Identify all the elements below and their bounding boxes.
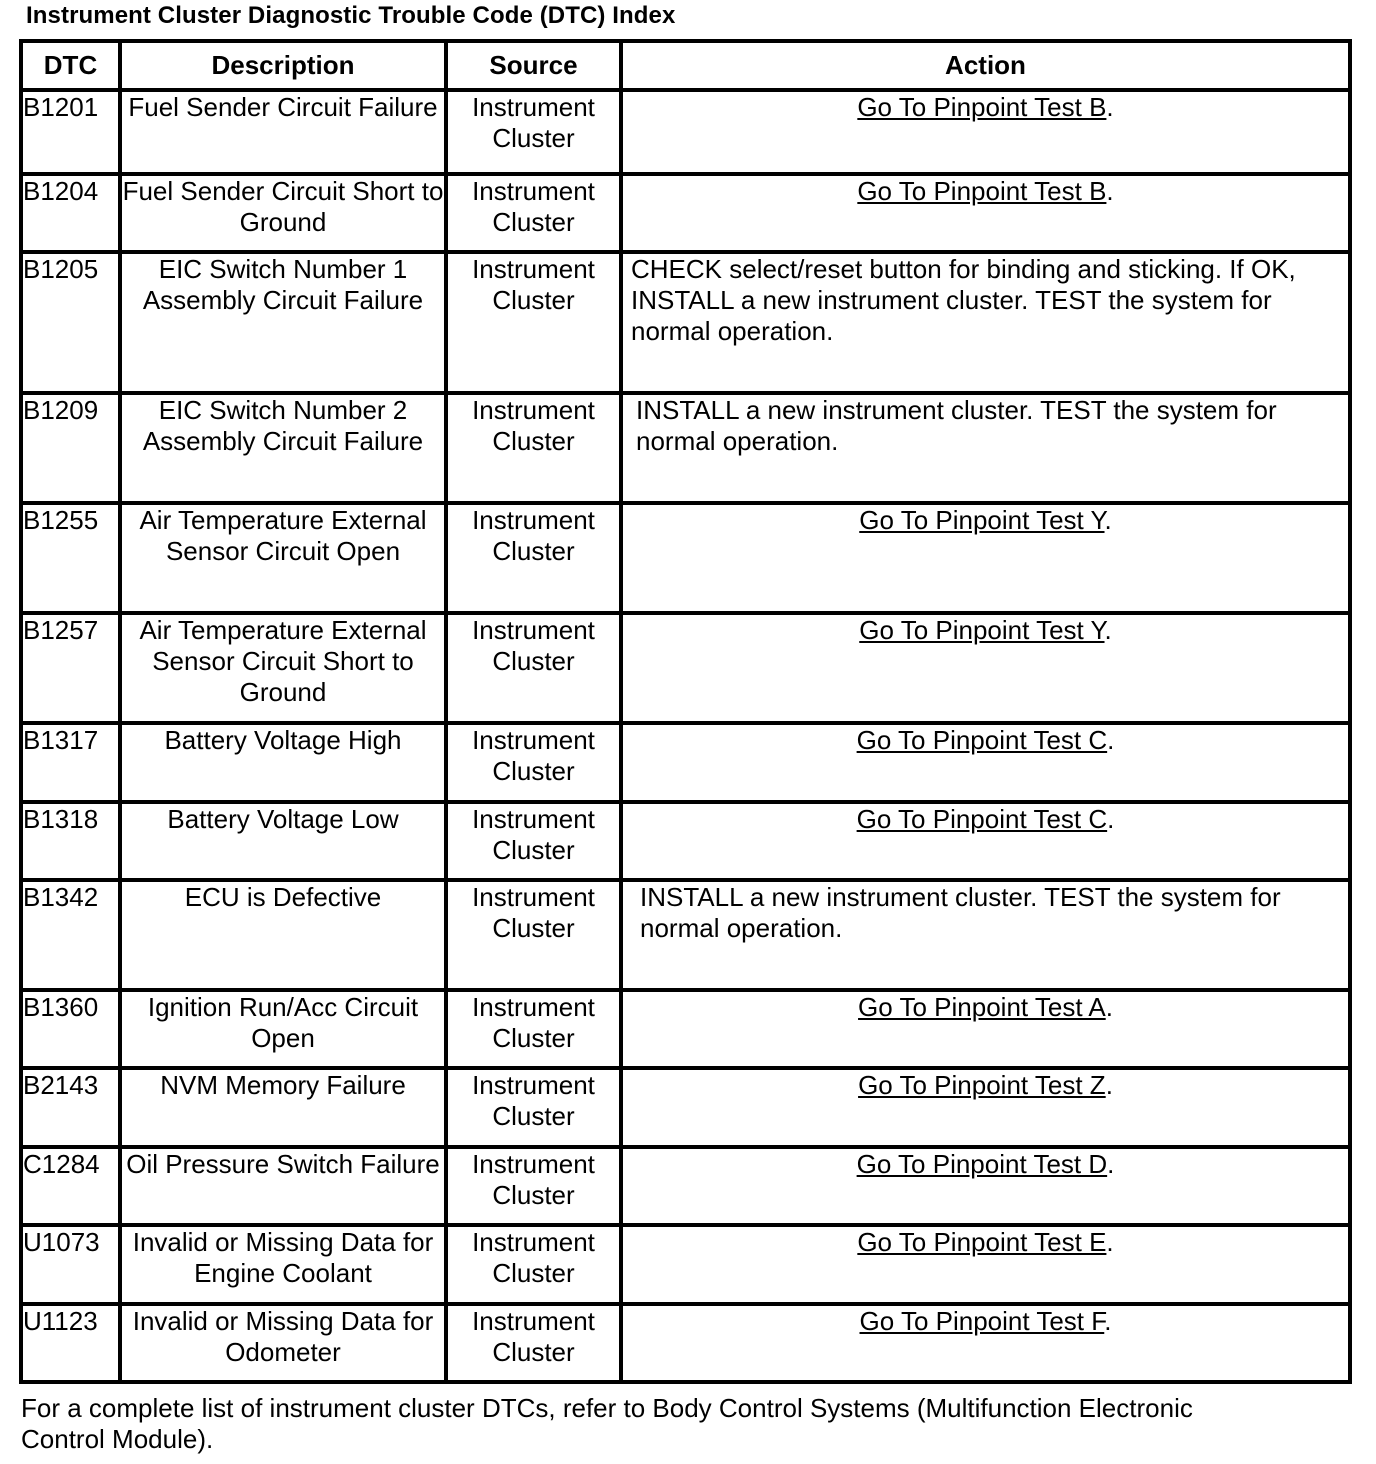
header-source: Source: [446, 41, 621, 90]
action-suffix: .: [1106, 92, 1114, 122]
action-suffix: .: [1107, 1149, 1115, 1179]
pinpoint-test-link[interactable]: Go To Pinpoint Test D: [856, 1149, 1108, 1179]
page-title: Instrument Cluster Diagnostic Trouble Code (DTC) Index: [26, 2, 676, 29]
dtc-description: Fuel Sender Circuit Short to Ground: [120, 174, 446, 252]
pinpoint-test-link[interactable]: Go To Pinpoint Test C: [856, 725, 1108, 755]
action-suffix: .: [1104, 505, 1112, 535]
dtc-description: Invalid or Missing Data for Engine Coolant: [120, 1225, 446, 1304]
action-suffix: .: [1105, 1070, 1113, 1100]
dtc-source: Instrument Cluster: [446, 90, 621, 174]
dtc-source: Instrument Cluster: [446, 880, 621, 990]
table-header-row: [21, 41, 1350, 90]
table-row: [21, 1225, 1350, 1304]
dtc-code: B1205: [21, 252, 120, 393]
dtc-code: B1209: [21, 393, 120, 503]
pinpoint-test-link[interactable]: Go To Pinpoint Test A: [858, 992, 1106, 1022]
dtc-description: Ignition Run/Acc Circuit Open: [120, 990, 446, 1068]
dtc-code: U1073: [21, 1225, 120, 1304]
dtc-description: Air Temperature External Sensor Circuit Short to Ground: [120, 613, 446, 723]
table-row: [21, 252, 1350, 393]
dtc-description: Battery Voltage High: [120, 723, 446, 802]
action-suffix: .: [1104, 615, 1112, 645]
dtc-action: CHECK select/reset button for binding and sticking. If OK, INSTALL a new instrument cluster. TEST the system for normal operation.: [621, 252, 1350, 393]
dtc-source: Instrument Cluster: [446, 1147, 621, 1225]
dtc-description: Fuel Sender Circuit Failure: [120, 90, 446, 174]
pinpoint-test-link[interactable]: Go To Pinpoint Test Z: [858, 1070, 1106, 1100]
dtc-description: ECU is Defective: [120, 880, 446, 990]
dtc-code: U1123: [21, 1304, 120, 1382]
table-row: [21, 393, 1350, 503]
dtc-code: B1204: [21, 174, 120, 252]
table-row: [21, 802, 1350, 880]
dtc-code: B1257: [21, 613, 120, 723]
dtc-code: B1255: [21, 503, 120, 613]
dtc-action: [621, 1304, 1350, 1382]
header-action: Action: [621, 41, 1350, 90]
dtc-code: B1318: [21, 802, 120, 880]
pinpoint-test-link[interactable]: Go To Pinpoint Test Y: [859, 615, 1105, 645]
table-row: [21, 503, 1350, 613]
pinpoint-test-link[interactable]: Go To Pinpoint Test Y: [859, 505, 1105, 535]
dtc-source: Instrument Cluster: [446, 1225, 621, 1304]
footer-note: For a complete list of instrument cluster DTCs, refer to Body Control Systems (Multifunction Electronic Control Module).: [21, 1393, 1193, 1454]
dtc-source: Instrument Cluster: [446, 252, 621, 393]
dtc-description: NVM Memory Failure: [120, 1068, 446, 1147]
dtc-code: B1201: [21, 90, 120, 174]
dtc-code: B1342: [21, 880, 120, 990]
dtc-source: Instrument Cluster: [446, 1304, 621, 1382]
dtc-action: [621, 1068, 1350, 1147]
pinpoint-test-link[interactable]: Go To Pinpoint Test E: [857, 1227, 1107, 1257]
table-row: [21, 723, 1350, 802]
dtc-source: Instrument Cluster: [446, 393, 621, 503]
dtc-source: Instrument Cluster: [446, 1068, 621, 1147]
action-suffix: .: [1106, 176, 1114, 206]
table-row: [21, 1304, 1350, 1382]
action-suffix: .: [1105, 992, 1113, 1022]
table-row: [21, 613, 1350, 723]
dtc-description: EIC Switch Number 2 Assembly Circuit Failure: [120, 393, 446, 503]
dtc-source: Instrument Cluster: [446, 802, 621, 880]
dtc-code: C1284: [21, 1147, 120, 1225]
dtc-action: [621, 990, 1350, 1068]
pinpoint-test-link[interactable]: Go To Pinpoint Test B: [857, 92, 1107, 122]
dtc-action: [621, 90, 1350, 174]
dtc-source: Instrument Cluster: [446, 503, 621, 613]
dtc-action: [621, 503, 1350, 613]
dtc-code: B1360: [21, 990, 120, 1068]
pinpoint-test-link[interactable]: Go To Pinpoint Test C: [856, 804, 1108, 834]
dtc-code: B2143: [21, 1068, 120, 1147]
header-dtc: DTC: [21, 41, 120, 90]
dtc-source: Instrument Cluster: [446, 613, 621, 723]
table-row: [21, 1147, 1350, 1225]
dtc-description: EIC Switch Number 1 Assembly Circuit Failure: [120, 252, 446, 393]
dtc-code: B1317: [21, 723, 120, 802]
table-row: [21, 1068, 1350, 1147]
dtc-table: [19, 39, 1352, 1384]
header-description: Description: [120, 41, 446, 90]
dtc-source: Instrument Cluster: [446, 174, 621, 252]
pinpoint-test-link[interactable]: Go To Pinpoint Test B: [857, 176, 1107, 206]
dtc-action: INSTALL a new instrument cluster. TEST the system for normal operation.: [621, 393, 1350, 503]
action-suffix: .: [1106, 1227, 1114, 1257]
dtc-description: Air Temperature External Sensor Circuit Open: [120, 503, 446, 613]
action-suffix: .: [1104, 1306, 1112, 1336]
dtc-description: Oil Pressure Switch Failure: [120, 1147, 446, 1225]
action-suffix: .: [1107, 804, 1115, 834]
dtc-source: Instrument Cluster: [446, 990, 621, 1068]
dtc-action: [621, 723, 1350, 802]
dtc-action: [621, 1147, 1350, 1225]
dtc-action: [621, 613, 1350, 723]
dtc-source: Instrument Cluster: [446, 723, 621, 802]
table-row: [21, 90, 1350, 174]
table-row: [21, 174, 1350, 252]
dtc-description: Invalid or Missing Data for Odometer: [120, 1304, 446, 1382]
table-row: [21, 990, 1350, 1068]
dtc-action: [621, 174, 1350, 252]
dtc-description: Battery Voltage Low: [120, 802, 446, 880]
action-suffix: .: [1107, 725, 1115, 755]
dtc-action: [621, 1225, 1350, 1304]
pinpoint-test-link[interactable]: Go To Pinpoint Test F: [859, 1306, 1105, 1336]
dtc-action: INSTALL a new instrument cluster. TEST the system for normal operation.: [621, 880, 1350, 990]
dtc-action: [621, 802, 1350, 880]
table-row: [21, 880, 1350, 990]
